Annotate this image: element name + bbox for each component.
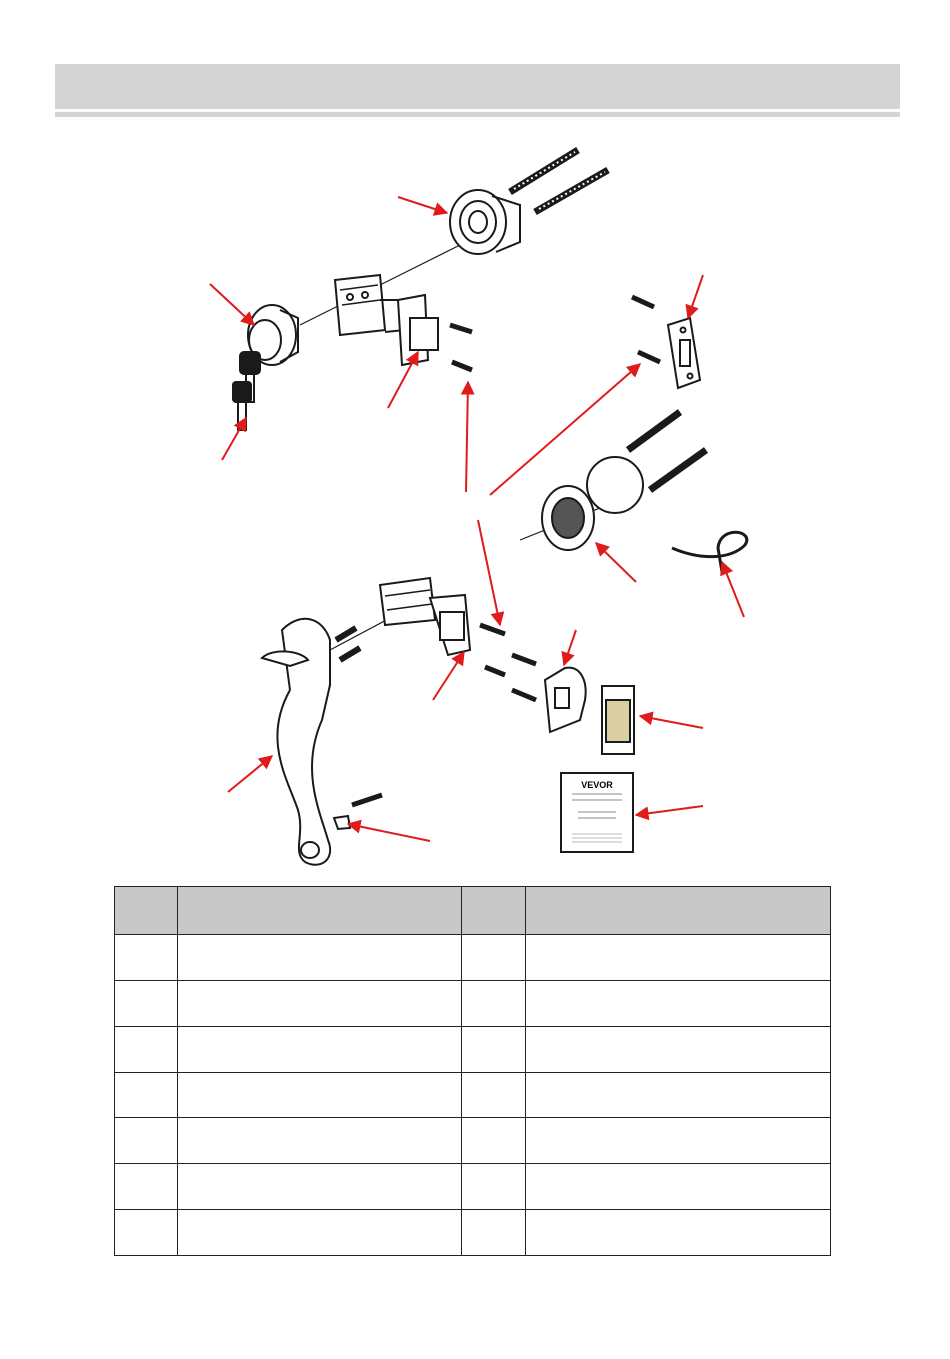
table-cell [526,1072,831,1118]
table-row [115,980,831,1026]
deadbolt-assembly [233,150,608,430]
header-description-2 [526,887,831,935]
table-cell [462,1118,526,1164]
handleset-assembly [262,578,586,865]
deadbolt-latch-icon [335,275,438,365]
callout-arrow [398,197,447,213]
callout-arrow [640,716,703,728]
table-cell [462,1072,526,1118]
table-cell [526,1118,831,1164]
header-description-1 [178,887,462,935]
callout-arrow [564,630,576,665]
table-cell [115,935,178,981]
passage-latch-icon [380,578,470,655]
table-cell [178,1210,462,1256]
table-cell [526,935,831,981]
callout-arrow [596,543,636,582]
table-cell [178,935,462,981]
callout-arrow [636,806,703,815]
table-row [115,1118,831,1164]
table-cell [178,1164,462,1210]
table-row [115,1072,831,1118]
table-cell [115,1072,178,1118]
header-no-2 [462,887,526,935]
table-row [115,1026,831,1072]
table-cell [178,980,462,1026]
callout-arrow [222,418,246,460]
table-cell [526,1210,831,1256]
manual-brand-text: VEVOR [581,780,613,790]
table-cell [526,980,831,1026]
table-cell [115,1210,178,1256]
callout-arrow [722,562,744,617]
table-row [115,1210,831,1256]
callout-arrow [348,824,430,841]
cable-tie-icon [672,532,747,572]
deadbolt-interior-rose-icon [450,150,608,254]
section-header-bar [55,64,900,109]
header-divider [55,112,900,117]
interior-rose-with-knob-icon [520,412,706,550]
table-cell [462,935,526,981]
table-cell [462,1164,526,1210]
latch-strike-plate-icon [545,668,586,732]
exploded-parts-diagram [0,120,950,880]
header-no-1 [115,887,178,935]
table-cell [462,1210,526,1256]
strike-box-icon [602,686,634,754]
table-header-row [115,887,831,935]
table-row [115,1164,831,1210]
table-cell [178,1026,462,1072]
table-cell [115,980,178,1026]
table-cell [526,1164,831,1210]
parts-list-table [114,886,831,1256]
callout-arrow [478,520,500,625]
latch-screws-icon [450,325,472,370]
table-cell [526,1026,831,1072]
table-cell [115,1026,178,1072]
callout-arrow [466,382,468,492]
callout-arrow [228,756,272,792]
table-cell [178,1072,462,1118]
table-cell [115,1164,178,1210]
handle-screws-icon [334,625,536,829]
table-cell [115,1118,178,1164]
table-cell [462,980,526,1026]
callout-arrow [433,652,464,700]
instruction-manual-icon [561,773,633,852]
table-row [115,935,831,981]
table-cell [178,1118,462,1164]
callout-arrow [688,275,703,318]
table-cell [462,1026,526,1072]
callout-arrow [210,284,254,325]
